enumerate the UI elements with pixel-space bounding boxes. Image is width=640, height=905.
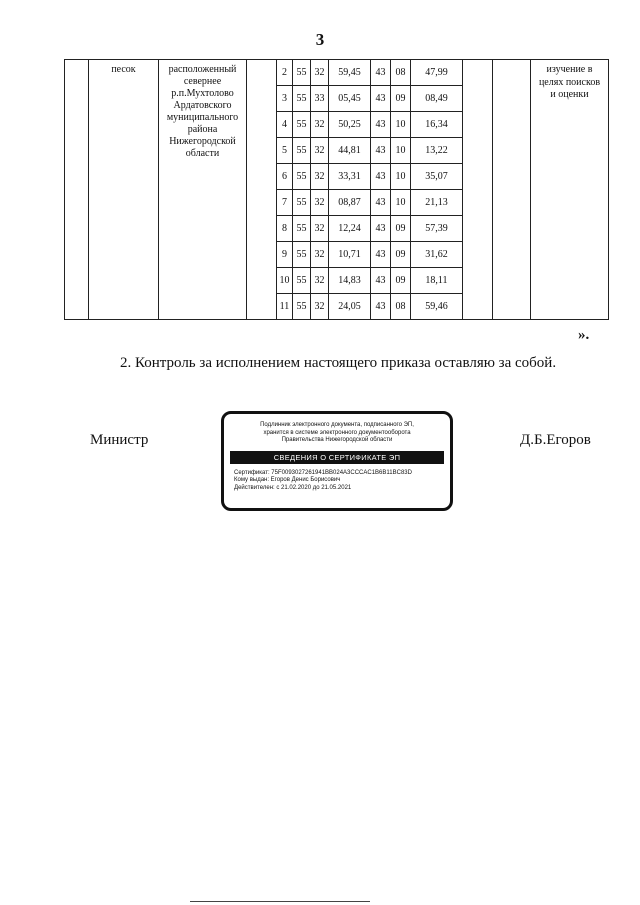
location-line: расположенный [168, 64, 237, 75]
point-number: 5 [277, 138, 293, 164]
lon-deg: 43 [371, 112, 391, 138]
point-number: 4 [277, 112, 293, 138]
purpose-cell [531, 60, 609, 320]
lon-deg: 43 [371, 138, 391, 164]
certificate-holder: Кому выдан: Егоров Денис Борисович [234, 477, 341, 484]
signatory-position: Министр [90, 432, 149, 448]
lon-min: 09 [391, 268, 411, 294]
material-cell [89, 60, 159, 320]
lon-min: 10 [391, 138, 411, 164]
point-number: 10 [277, 268, 293, 294]
location-line: района [187, 124, 218, 135]
lat-sec: 44,81 [329, 138, 371, 164]
lon-deg: 43 [371, 268, 391, 294]
lat-min: 32 [311, 60, 329, 86]
location-line: муниципального [166, 112, 239, 123]
lon-sec: 18,11 [411, 268, 463, 294]
location-line: Ардатовского [173, 100, 232, 111]
lon-sec: 57,39 [411, 216, 463, 242]
lon-min: 09 [391, 86, 411, 112]
lon-sec: 35,07 [411, 164, 463, 190]
point-number: 11 [277, 294, 293, 320]
lon-deg: 43 [371, 190, 391, 216]
lat-deg: 55 [293, 138, 311, 164]
location-line: области [185, 148, 220, 159]
lon-sec: 08,49 [411, 86, 463, 112]
lon-deg: 43 [371, 164, 391, 190]
lon-sec: 47,99 [411, 60, 463, 86]
lon-min: 10 [391, 112, 411, 138]
lat-sec: 12,24 [329, 216, 371, 242]
closing-quote: ». [578, 327, 590, 343]
point-number: 2 [277, 60, 293, 86]
order-paragraph: 2. Контроль за исполнением настоящего приказа оставляю за собой. [120, 355, 557, 371]
footer-divider [190, 901, 370, 902]
lat-min: 33 [311, 86, 329, 112]
lon-deg: 43 [371, 86, 391, 112]
table-body [65, 60, 609, 320]
point-number: 6 [277, 164, 293, 190]
lat-deg: 55 [293, 112, 311, 138]
lat-min: 32 [311, 190, 329, 216]
lat-sec: 24,05 [329, 294, 371, 320]
lat-deg: 55 [293, 242, 311, 268]
lon-deg: 43 [371, 216, 391, 242]
point-number: 8 [277, 216, 293, 242]
purpose-line: целях поисков [538, 76, 601, 88]
e-signature-stamp [221, 411, 453, 511]
lat-min: 32 [311, 268, 329, 294]
location-line: севернее [183, 76, 222, 87]
location-line: Нижегородской [169, 136, 236, 147]
lat-sec: 08,87 [329, 190, 371, 216]
lon-sec: 59,46 [411, 294, 463, 320]
lon-sec: 21,13 [411, 190, 463, 216]
lat-deg: 55 [293, 164, 311, 190]
lon-deg: 43 [371, 60, 391, 86]
location-cell [159, 60, 247, 320]
lat-min: 32 [311, 138, 329, 164]
lat-min: 32 [311, 242, 329, 268]
certificate-validity: Действителен: с 21.02.2020 до 21.05.2021 [234, 485, 352, 492]
stamp-line: Подлинник электронного документа, подписанного ЭП, [260, 422, 414, 428]
location-line: р.п.Мухтолово [171, 88, 234, 99]
lon-min: 08 [391, 294, 411, 320]
signatory-name: Д.Б.Егоров [520, 432, 591, 448]
stamp-details [234, 470, 440, 493]
lat-sec: 50,25 [329, 112, 371, 138]
lon-deg: 43 [371, 242, 391, 268]
lat-deg: 55 [293, 216, 311, 242]
lat-sec: 33,31 [329, 164, 371, 190]
stamp-line: Правительства Нижегородской области [281, 437, 393, 443]
lon-min: 09 [391, 242, 411, 268]
lat-deg: 55 [293, 268, 311, 294]
coordinates-table [64, 59, 609, 320]
lat-sec: 05,45 [329, 86, 371, 112]
lat-min: 32 [311, 164, 329, 190]
lon-deg: 43 [371, 294, 391, 320]
purpose-line: и оценки [550, 89, 589, 100]
lat-min: 32 [311, 112, 329, 138]
point-number: 7 [277, 190, 293, 216]
lon-min: 10 [391, 190, 411, 216]
lat-deg: 55 [293, 294, 311, 320]
lat-min: 32 [311, 216, 329, 242]
lat-sec: 14,83 [329, 268, 371, 294]
blank-cell [247, 60, 277, 320]
table-row [65, 60, 609, 86]
stamp-line: хранится в системе электронного документооборота [263, 429, 411, 436]
stamp-header [224, 422, 450, 445]
page-number: 3 [315, 30, 325, 49]
lon-sec: 31,62 [411, 242, 463, 268]
lat-deg: 55 [293, 86, 311, 112]
lon-sec: 16,34 [411, 112, 463, 138]
blank-cell [65, 60, 89, 320]
lat-min: 32 [311, 294, 329, 320]
point-number: 3 [277, 86, 293, 112]
point-number: 9 [277, 242, 293, 268]
lon-min: 08 [391, 60, 411, 86]
purpose-line: изучение в [546, 64, 593, 75]
lon-sec: 13,22 [411, 138, 463, 164]
certificate-id: Сертификат: 75F0093027261941BB024A3CCCAC1B6B11BC83D [234, 469, 412, 476]
lat-sec: 10,71 [329, 242, 371, 268]
material-text: песок [111, 64, 136, 75]
lat-deg: 55 [293, 60, 311, 86]
blank-cell [493, 60, 531, 320]
lon-min: 10 [391, 164, 411, 190]
lat-deg: 55 [293, 190, 311, 216]
blank-cell [463, 60, 493, 320]
lon-min: 09 [391, 216, 411, 242]
stamp-title-bar: СВЕДЕНИЯ О СЕРТИФИКАТЕ ЭП [230, 451, 444, 464]
lat-sec: 59,45 [329, 60, 371, 86]
